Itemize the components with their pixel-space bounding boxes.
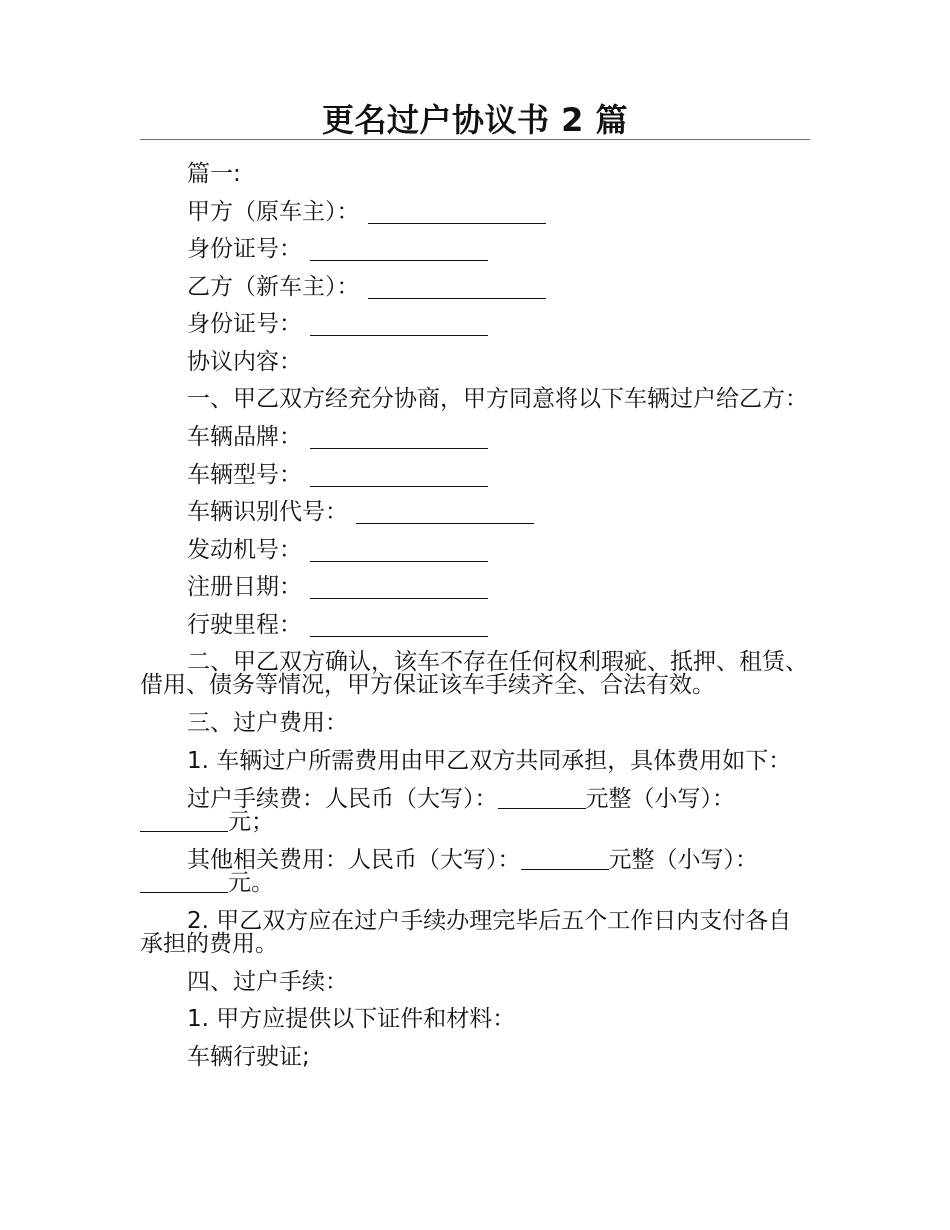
field-line bbox=[140, 494, 810, 532]
field-label: 身份证号： bbox=[187, 236, 302, 262]
section-heading: 四、过户手续： bbox=[187, 968, 348, 995]
field-line bbox=[140, 457, 810, 495]
fill-blank bbox=[310, 574, 488, 599]
field-label: 乙方（新车主）： bbox=[187, 273, 360, 300]
paragraph: 2. 甲乙双方应在过户手续办理完毕后五个工作日内支付各自承担的费用。 bbox=[140, 907, 792, 957]
section-heading: 三、过户费用： bbox=[187, 710, 348, 736]
document-title: 更名过户协议书 2 篇 bbox=[321, 101, 629, 139]
fill-blank bbox=[310, 612, 488, 637]
fee-line bbox=[140, 842, 810, 903]
field-line bbox=[140, 306, 810, 344]
fill-blank bbox=[140, 872, 228, 893]
paragraph: 1. 车辆过户所需费用由甲乙双方共同承担，具体费用如下： bbox=[187, 747, 792, 774]
paragraph: 二、甲乙双方确认，该车不存在任何权利瑕疵、抵押、租赁、借用、债务等情况，甲方保证该车手续齐全、合法有效。 bbox=[140, 649, 808, 698]
field-label: 车辆识别代号： bbox=[187, 499, 348, 525]
field-line bbox=[140, 569, 810, 607]
paragraph: 车辆行驶证; bbox=[187, 1043, 310, 1070]
fee-text-before: 其他相关费用：人民币（大写）： bbox=[187, 846, 521, 873]
fee-line bbox=[140, 781, 810, 842]
field-label: 发动机号： bbox=[187, 536, 302, 563]
field-line bbox=[140, 231, 810, 269]
field-line bbox=[140, 269, 810, 307]
field-label: 行驶里程： bbox=[187, 611, 302, 638]
fee-text-after: 元。 bbox=[228, 869, 274, 896]
section-heading: 篇一: bbox=[187, 161, 241, 187]
field-label: 甲方（原车主）： bbox=[187, 198, 360, 225]
fill-blank bbox=[521, 849, 609, 870]
field-label: 车辆品牌： bbox=[187, 424, 302, 450]
paragraph: 一、甲乙双方经充分协商，甲方同意将以下车辆过户给乙方： bbox=[187, 386, 808, 412]
field-label: 身份证号： bbox=[187, 311, 302, 337]
field-label: 注册日期： bbox=[187, 574, 302, 600]
fee-text-middle: 元整（小写）： bbox=[608, 846, 758, 873]
fill-blank bbox=[368, 199, 546, 224]
field-line bbox=[140, 194, 810, 232]
field-line bbox=[140, 419, 810, 457]
fill-blank bbox=[498, 788, 586, 809]
fee-text-before: 过户手续费：人民币（大写）： bbox=[187, 785, 498, 812]
fill-blank bbox=[310, 424, 488, 449]
fill-blank bbox=[310, 462, 488, 487]
document-body bbox=[140, 156, 810, 1076]
fill-blank bbox=[356, 499, 534, 524]
fee-text-middle: 元整（小写）： bbox=[585, 785, 735, 812]
field-line bbox=[140, 607, 810, 645]
title-underline bbox=[140, 139, 810, 140]
fill-blank bbox=[310, 236, 488, 261]
fill-blank bbox=[368, 274, 546, 299]
paragraph: 1. 甲方应提供以下证件和材料： bbox=[187, 1006, 516, 1032]
field-line bbox=[140, 532, 810, 570]
field-label: 车辆型号： bbox=[187, 461, 302, 488]
fill-blank bbox=[310, 537, 488, 562]
paragraph: 协议内容： bbox=[187, 348, 302, 375]
fill-blank bbox=[310, 311, 488, 336]
fill-blank bbox=[140, 811, 228, 832]
fee-text-after: 元； bbox=[228, 808, 274, 835]
